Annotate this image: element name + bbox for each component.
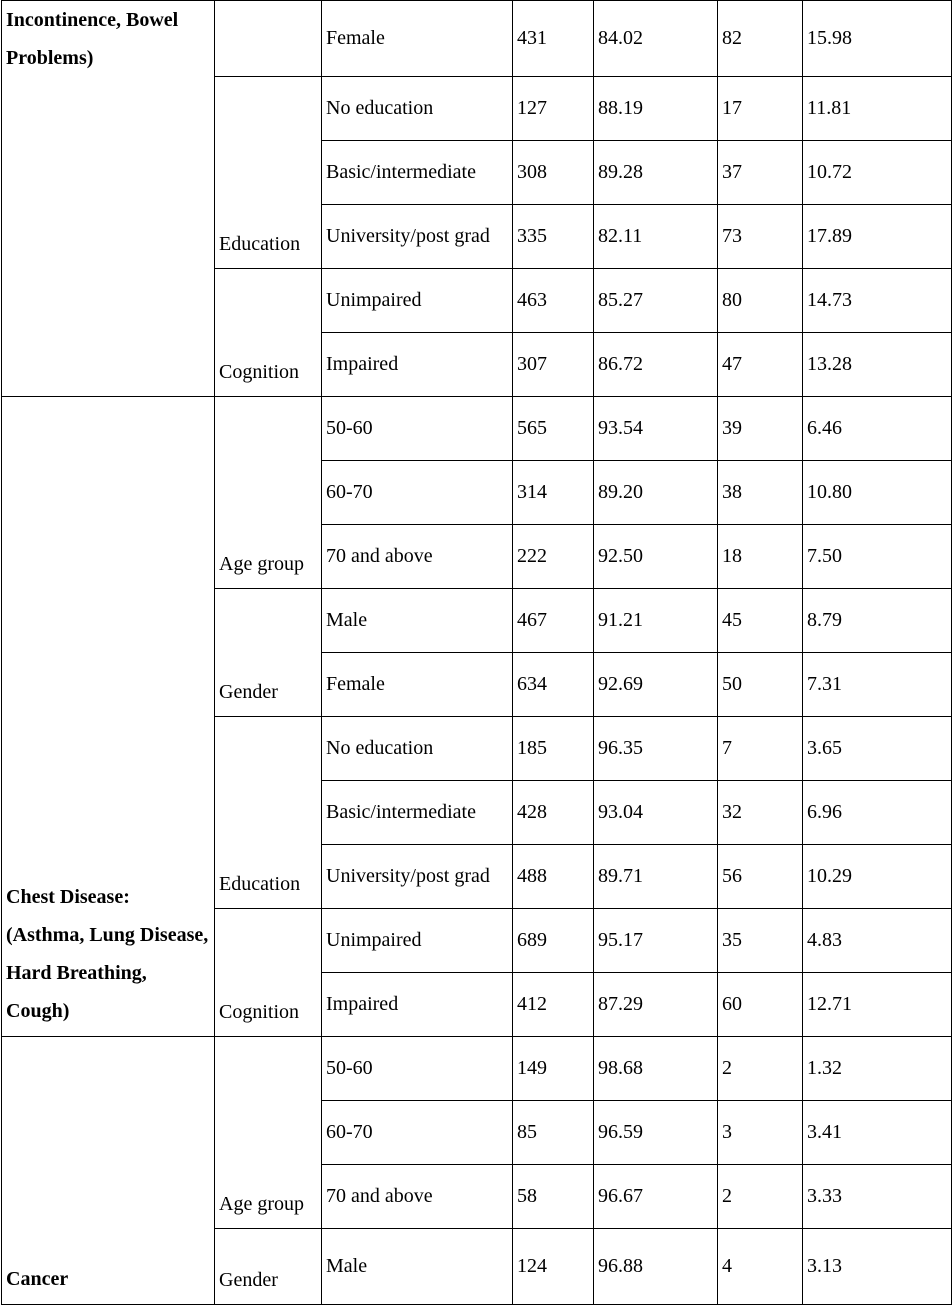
percent-cell: 7.31 bbox=[803, 653, 952, 717]
count-cell: 412 bbox=[513, 973, 594, 1037]
percent-cell: 7.50 bbox=[803, 525, 952, 589]
count-cell: 149 bbox=[513, 1037, 594, 1101]
percent-cell: 1.32 bbox=[803, 1037, 952, 1101]
percent-cell: 88.19 bbox=[594, 77, 718, 141]
percent-cell: 93.04 bbox=[594, 781, 718, 845]
percent-cell: 96.59 bbox=[594, 1101, 718, 1165]
percent-cell: 89.71 bbox=[594, 845, 718, 909]
table-row bbox=[2, 1, 952, 77]
count-cell: 565 bbox=[513, 397, 594, 461]
count-cell: 7 bbox=[718, 717, 803, 781]
group-cell: Cognition bbox=[215, 269, 322, 397]
percent-cell: 86.72 bbox=[594, 333, 718, 397]
table-row bbox=[2, 397, 952, 461]
percent-cell: 6.46 bbox=[803, 397, 952, 461]
count-cell: 60 bbox=[718, 973, 803, 1037]
count-cell: 38 bbox=[718, 461, 803, 525]
count-cell: 124 bbox=[513, 1229, 594, 1305]
group-cell bbox=[215, 1, 322, 77]
category-cell: 50-60 bbox=[322, 1037, 513, 1101]
group-cell: Gender bbox=[215, 1229, 322, 1305]
group-cell: Education bbox=[215, 717, 322, 909]
percent-cell: 17.89 bbox=[803, 205, 952, 269]
category-cell: Female bbox=[322, 653, 513, 717]
percent-cell: 89.28 bbox=[594, 141, 718, 205]
category-cell: Male bbox=[322, 1229, 513, 1305]
count-cell: 85 bbox=[513, 1101, 594, 1165]
percent-cell: 82.11 bbox=[594, 205, 718, 269]
percent-cell: 92.69 bbox=[594, 653, 718, 717]
count-cell: 80 bbox=[718, 269, 803, 333]
disease-cell: Chest Disease: (Asthma, Lung Disease, Hard Breathing, Cough) bbox=[2, 397, 215, 1037]
count-cell: 50 bbox=[718, 653, 803, 717]
percent-cell: 3.65 bbox=[803, 717, 952, 781]
count-cell: 222 bbox=[513, 525, 594, 589]
percent-cell: 11.81 bbox=[803, 77, 952, 141]
count-cell: 2 bbox=[718, 1037, 803, 1101]
percent-cell: 10.29 bbox=[803, 845, 952, 909]
percent-cell: 3.33 bbox=[803, 1165, 952, 1229]
category-cell: Impaired bbox=[322, 333, 513, 397]
count-cell: 488 bbox=[513, 845, 594, 909]
count-cell: 463 bbox=[513, 269, 594, 333]
percent-cell: 91.21 bbox=[594, 589, 718, 653]
count-cell: 127 bbox=[513, 77, 594, 141]
count-cell: 32 bbox=[718, 781, 803, 845]
table-body bbox=[2, 1, 952, 1305]
percent-cell: 13.28 bbox=[803, 333, 952, 397]
count-cell: 185 bbox=[513, 717, 594, 781]
count-cell: 17 bbox=[718, 77, 803, 141]
category-cell: 70 and above bbox=[322, 1165, 513, 1229]
percent-cell: 96.35 bbox=[594, 717, 718, 781]
category-cell: University/post grad bbox=[322, 845, 513, 909]
percent-cell: 10.80 bbox=[803, 461, 952, 525]
count-cell: 467 bbox=[513, 589, 594, 653]
percent-cell: 92.50 bbox=[594, 525, 718, 589]
category-cell: No education bbox=[322, 77, 513, 141]
percent-cell: 14.73 bbox=[803, 269, 952, 333]
count-cell: 314 bbox=[513, 461, 594, 525]
count-cell: 307 bbox=[513, 333, 594, 397]
count-cell: 82 bbox=[718, 1, 803, 77]
count-cell: 689 bbox=[513, 909, 594, 973]
count-cell: 73 bbox=[718, 205, 803, 269]
count-cell: 47 bbox=[718, 333, 803, 397]
count-cell: 35 bbox=[718, 909, 803, 973]
percent-cell: 96.67 bbox=[594, 1165, 718, 1229]
percent-cell: 15.98 bbox=[803, 1, 952, 77]
category-cell: Male bbox=[322, 589, 513, 653]
percent-cell: 96.88 bbox=[594, 1229, 718, 1305]
percent-cell: 93.54 bbox=[594, 397, 718, 461]
group-cell: Age group bbox=[215, 397, 322, 589]
count-cell: 335 bbox=[513, 205, 594, 269]
percent-cell: 10.72 bbox=[803, 141, 952, 205]
category-cell: University/post grad bbox=[322, 205, 513, 269]
percent-cell: 84.02 bbox=[594, 1, 718, 77]
percent-cell: 4.83 bbox=[803, 909, 952, 973]
disease-cell: Incontinence, Bowel Problems) bbox=[2, 1, 215, 397]
category-cell: 50-60 bbox=[322, 397, 513, 461]
group-cell: Cognition bbox=[215, 909, 322, 1037]
count-cell: 18 bbox=[718, 525, 803, 589]
percent-cell: 87.29 bbox=[594, 973, 718, 1037]
percent-cell: 95.17 bbox=[594, 909, 718, 973]
category-cell: 60-70 bbox=[322, 461, 513, 525]
count-cell: 2 bbox=[718, 1165, 803, 1229]
count-cell: 37 bbox=[718, 141, 803, 205]
count-cell: 428 bbox=[513, 781, 594, 845]
disease-cell: Cancer bbox=[2, 1037, 215, 1305]
percent-cell: 3.41 bbox=[803, 1101, 952, 1165]
count-cell: 56 bbox=[718, 845, 803, 909]
count-cell: 45 bbox=[718, 589, 803, 653]
count-cell: 4 bbox=[718, 1229, 803, 1305]
category-cell: No education bbox=[322, 717, 513, 781]
percent-cell: 89.20 bbox=[594, 461, 718, 525]
group-cell: Education bbox=[215, 77, 322, 269]
table-row bbox=[2, 1037, 952, 1101]
percent-cell: 6.96 bbox=[803, 781, 952, 845]
category-cell: Basic/intermediate bbox=[322, 781, 513, 845]
data-table bbox=[1, 0, 952, 1305]
percent-cell: 12.71 bbox=[803, 973, 952, 1037]
category-cell: 70 and above bbox=[322, 525, 513, 589]
group-cell: Age group bbox=[215, 1037, 322, 1229]
category-cell: Unimpaired bbox=[322, 269, 513, 333]
percent-cell: 8.79 bbox=[803, 589, 952, 653]
group-cell: Gender bbox=[215, 589, 322, 717]
percent-cell: 3.13 bbox=[803, 1229, 952, 1305]
count-cell: 634 bbox=[513, 653, 594, 717]
percent-cell: 98.68 bbox=[594, 1037, 718, 1101]
count-cell: 39 bbox=[718, 397, 803, 461]
count-cell: 58 bbox=[513, 1165, 594, 1229]
count-cell: 431 bbox=[513, 1, 594, 77]
category-cell: 60-70 bbox=[322, 1101, 513, 1165]
count-cell: 308 bbox=[513, 141, 594, 205]
category-cell: Impaired bbox=[322, 973, 513, 1037]
category-cell: Female bbox=[322, 1, 513, 77]
category-cell: Basic/intermediate bbox=[322, 141, 513, 205]
category-cell: Unimpaired bbox=[322, 909, 513, 973]
percent-cell: 85.27 bbox=[594, 269, 718, 333]
count-cell: 3 bbox=[718, 1101, 803, 1165]
